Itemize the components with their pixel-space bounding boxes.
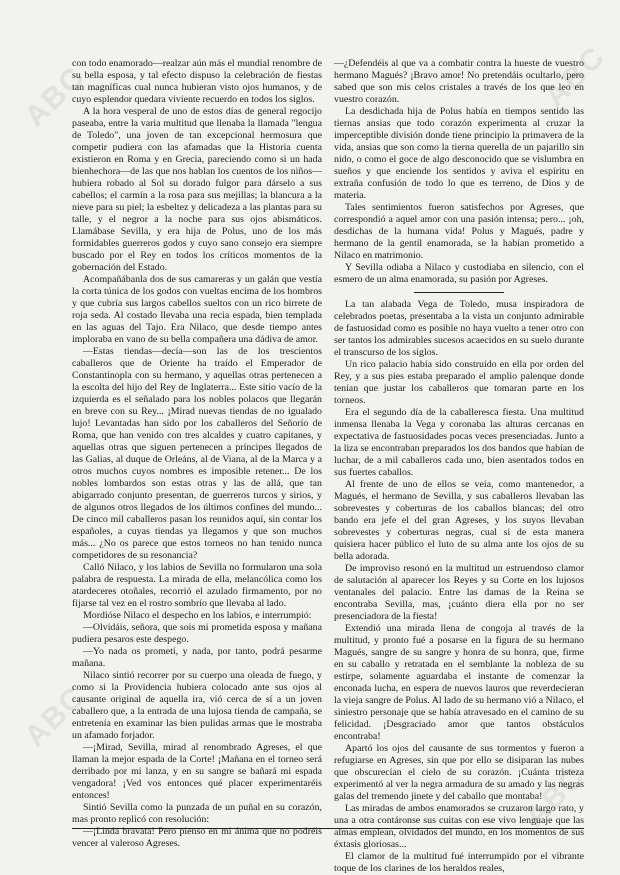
- watermark: ABC: [538, 39, 612, 114]
- paragraph: Acompañábanla dos de sus camareras y un galán que vestía la corta túnica de los godos con vueltas encima de los hombros y que cubría sus largos cabellos sueltos con un rico birrete de roja seda. Al costado llevaba una recia espada, bien templada en las aguas del Tajo. Era Nilaco, que desde tiempo antes imploraba en vano de su bella compañera una dádiva de amor.: [72, 274, 322, 345]
- paragraph: La tan alabada Vega de Toledo, musa inspiradora de celebrados poetas, presentaba a la vista un conjunto admirable de fastuosidad como es posible no haya vuelto a tener otro con ser tantos los admirables sucesos acaecidos en su suelo durante el transcurso de los siglos.: [334, 299, 584, 358]
- paragraph: —¿Defendéis al que va a combatir contra la hueste de vuestro hermano Magués? ¡Bravo amor! No pretendáis ocultarlo, pero sabed que son mis celos cristales a través de los que leo en vuestro corazón.: [334, 58, 584, 105]
- paragraph: Mordióse Nilaco el despecho en los labios, e interrumpió:: [83, 610, 312, 621]
- paragraph: Un rico palacio había sido construído en ella por orden del Rey, y a sus pies estaba preparado el amplio palenque donde tenían que justar los caballeros que tomaran parte en los torneos.: [334, 359, 584, 406]
- watermark: ABC: [518, 759, 592, 834]
- watermark: ABC: [18, 679, 92, 754]
- paragraph: —¡Mirad, Sevilla, mirad al renombrado Agreses, el que llaman la mejor espada de la Corte! ¡Mañana en el torneo será derribado por mi lanza, y en su sangre se bañará mi espada vengadora! ¡Ved vos entonces qué placer experimentaréis entonces!: [72, 742, 322, 801]
- left-column: [72, 58, 322, 849]
- paragraph: Era el segundo día de la caballeresca fiesta. Una multitud inmensa llenaba la Vega y coronaba las alturas cercanas en expectativa de fastuosidades pocas veces presenciadas. Junto a la liza se encontraban preparados los dos bandos que habían de luchar, de a mil caballeros cada uno, bien asentados todos en sus fuertes caballos.: [334, 407, 584, 478]
- paragraph: Extendió una mirada llena de congoja al través de la multitud, y pronto fué a posarse en la figura de su hermano Magués, sangre de su sangre y honra de su honra, que, firme en su caballo y retratada en el semblante la nobleza de su estirpe, solamente aguardaba el instante de comenzar la enconada lucha, en espera de nuevos lauros que reverdecieran la vieja sangre de Polus. Al lado de su hermano vió a Nilaco, el siniestro personaje que se había atravesado en el camino de su felicidad. ¡Desgraciado amor que tantos obstáculos encontraba!: [334, 623, 584, 742]
- paragraph: Calló Nilaco, y los labios de Sevilla no formularon una sola palabra de respuesta. La mirada de ella, melancólica como los atardeceres otoñales, recorrió el azulado firmamento, por no fijarse tal vez en el rostro sombrío que llevaba al lado.: [72, 562, 322, 609]
- paragraph: con todo enamorado—realzar aún más el mundial renombre de su bella esposa, y tal efecto dispuso la celebración de fiestas tan magníficas cual nunca hubieran visto ojos humanos, y de cuyo esplendor quedara viviente recuerdo en todos los siglos.: [72, 58, 322, 105]
- watermark: ABC: [18, 59, 92, 134]
- paragraph: El clamor de la multitud fué interrumpido por el vibrante toque de los clarines de los heraldos reales,: [334, 851, 584, 874]
- paragraph: Las miradas de ambos enamorados se cruzaron largo rato, y una a otra contáronse sus cuitas con ese vivo lenguaje que las almas emplean, olvidados del mundo, en los momentos de sus éxtasis gloriosas...: [334, 803, 584, 850]
- paragraph: Al frente de uno de ellos se veía, como mantenedor, a Magués, el hermano de Sevilla, y sus caballeros llevaban las sobrevestes y coberturas de los caballos blancas; del otro bando era jefe el del gran Agreses, y los suyos llevaban sobrevestes y coberturas negras, cual si de esta manera quisiera hacer público el luto de su alma ante los ojos de su bella adorada.: [334, 479, 584, 562]
- paragraph: Tales sentimientos fueron satisfechos por Agreses, que correspondió a aquel amor con una pasión intensa; pero... ¡oh, desdichas de la humana vida! Polus y Magués, padre y hermano de la gentil enamorada, se la habían prometido a Nilaco en matrimonio.: [334, 202, 584, 261]
- paragraph: A la hora vesperal de uno de estos días de general regocijo paseaba, entre la varia multitud que llenaba la llamada "lengua de Toledo", una joven de tan excepcional hermosura que competir pudiera con las afamadas que la Historia cuenta existieron en Roma y en Grecia, pareciendo como si un hada bienhechora—de las que nos hablan los cuentos de los niños—hubiera robado al Sol su dorado fulgor para dárselo a sus cabellos; el carmín a la rosa para sus mejillas; la blancura a la nieve para su piel; la esbeltez y delicadeza a las plantas para su talle, y el negror a la noche para sus ojos abismáticos. Llamábase Sevilla, y era hija de Polus, uno de los más formidables guerreros godos y cuyo sano consejo era siempre buscado por el Rey en todos los críticos momentos de la gobernación del Estado.: [72, 106, 322, 273]
- paragraph: La desdichada hija de Polus había en tiempos sentido las tiernas ansias que todo corazón experimenta al cruzar la imperceptible división donde tiene principio la primavera de la vida, ansias que son como la tierna querella de un pajarillo sin nido, o como el goce de algo desconocido que se vislumbra en sueños y que enciende los sentidos y aviva el espíritu en extraña confusión de todo lo que es terreno, de Dios y de materia.: [334, 106, 584, 201]
- paragraph: Sintió Sevilla como la punzada de un puñal en su corazón, mas pronto replicó con resolución:: [72, 802, 322, 825]
- paragraph: —¡Linda bravata! Pero pienso en mi ánima que no podréis vencer al valeroso Agreses.: [72, 826, 322, 849]
- section-divider: [414, 292, 504, 293]
- paragraph: —Olvidáis, señora, que sois mi prometida esposa y mañana pudiera pesaros este despego.: [72, 622, 322, 645]
- article-page: [72, 58, 584, 874]
- paragraph: Apartó los ojos del causante de sus tormentos y fueron a refugiarse en Agreses, sin que por ello se disiparan las nubes que obscurecían el cielo de su corazón. ¡Cuánta tristeza experimentó al ver la negra armadura de su amado y las negras galas del tremendo jinete y del caballo que montaba!: [334, 743, 584, 802]
- paragraph: De improviso resonó en la multitud un estruendoso clamor de salutación al aparecer los Reyes y su Corte en los lujosos ventanales del palacio. Entre las damas de la Reina se encontraba Sevilla, mas, ¡cuánto diera ella por no ser presenciadora de la fiesta!: [334, 563, 584, 622]
- paragraph: Y Sevilla odiaba a Nilaco y custodiaba en silencio, con el esmero de un alma enamorada, su pasión por Agreses.: [334, 262, 584, 285]
- paragraph: —Yo nada os prometí, y nada, por tanto, podrá pesarme mañana.: [72, 646, 322, 669]
- paragraph: —Estas tiendas—decía—son las de los trescientos caballeros que de Oriente ha traído el Emperador de Constantinopla con su hermano, y aquellas otras pertenecen a la escolta del hijo del Rey de Inglaterra... Este sitio vacío de la izquierda es el señalado para los nobles polacos que llegarán en breve con su Rey... ¡Mirad nuevas tiendas de no igualado lujo! Levantadas han sido por los caballeros del Señorío de Roma, que han venido con tres alcaldes y cuatro capitanes, y aquellas otras que siguen pertenecen a príncipes llegados de las Galias, al duque de Orleáns, al de Viana, al de la Marca y a otros muchos cuyos nombres es imposible retener... De los nobles lombardos son estas otras y las de allá, que tan abigarrado conjunto presentan, de guerreros turcos y sirios, y de algunos otros llegados de los últimos confines del mundo... De cinco mil caballeros pasan los reunidos aquí, sin contar los españoles, a cuyas tiendas ya llegamos y que son muchos más... ¿No os parece que estos torneos no han tenido nunca competidores de su resonancia?: [72, 346, 322, 561]
- paragraph: Nilaco sintió recorrer por su cuerpo una oleada de fuego, y como si la Providencia hubiera colocado ante sus ojos al causante original de aquella ira, vió cerca de sí a un joven caballero que, a la entrada de una lujosa tienda de campaña, se entretenía en examinar las bien pulidas armas que le mostraba un afamado forjador.: [72, 670, 322, 741]
- right-column: [334, 58, 584, 874]
